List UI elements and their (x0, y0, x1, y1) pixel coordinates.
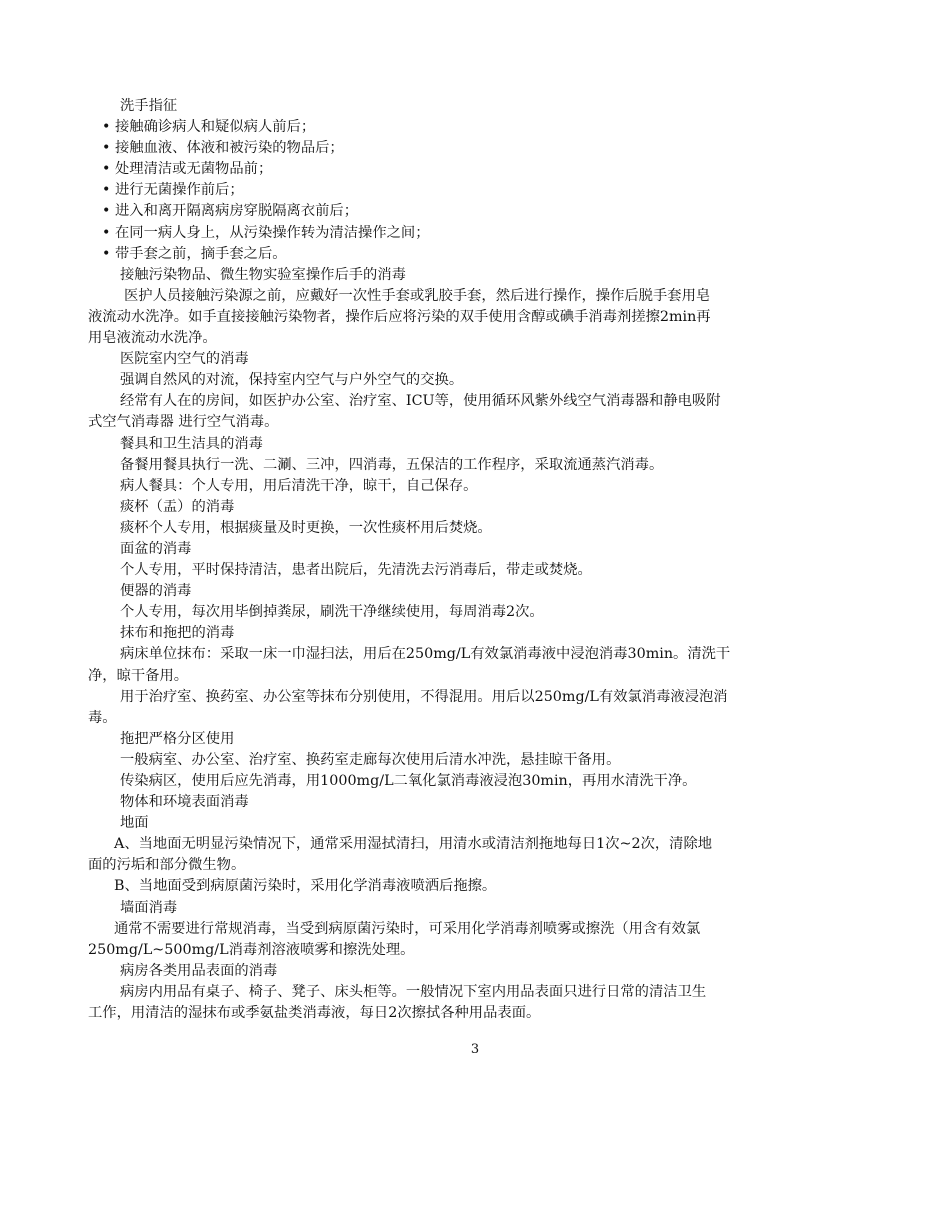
paragraph-line: 痰杯个人专用，根据痰量及时更换，一次性痰杯用后焚烧。 (120, 519, 492, 536)
heading-contaminated-hand-disinfection: 接触污染物品、微生物实验室操作后手的消毒 (120, 266, 406, 283)
paragraph-line: 病房内用品有桌子、椅子、凳子、床头柜等。一般情况下室内用品表面只进行日常的清洁卫生 (120, 983, 707, 1000)
heading-sputum-cup-disinfection: 痰杯（盂）的消毒 (120, 498, 235, 515)
paragraph-line: 面的污垢和部分微生物。 (88, 857, 246, 874)
paragraph-line: 液流动水洗净。如手直接接触污染物者，操作后应将污染的双手使用含醇或碘手消毒剂搓擦2min再 (88, 308, 711, 325)
heading-air-disinfection: 医院室内空气的消毒 (120, 351, 249, 368)
heading-rag-mop-disinfection: 抹布和拖把的消毒 (120, 625, 235, 642)
heading-ward-items-disinfection: 病房各类用品表面的消毒 (120, 962, 278, 979)
paragraph-line: 传染病区，使用后应先消毒，用1000mg/L二氧化氯消毒液浸泡30min，再用水清洗干净。 (120, 773, 697, 789)
bullet-item: • 带手套之前，摘手套之后。 (102, 245, 287, 262)
paragraph-line: 毒。 (88, 709, 117, 726)
paragraph-line: 病人餐具：个人专用，用后清洗干净，晾干，自己保存。 (120, 477, 478, 494)
paragraph-line: 备餐用餐具执行一洗、二涮、三冲，四消毒，五保洁的工作程序，采取流通蒸汽消毒。 (120, 456, 664, 473)
paragraph-line: 通常不需要进行常规消毒，当受到病原菌污染时，可采用化学消毒剂喷雾或擦洗（用含有效氯 (114, 920, 701, 937)
heading-mop-zoning: 拖把严格分区使用 (120, 730, 235, 747)
paragraph-line: 用皂液流动水洗净。 (88, 330, 217, 347)
heading-bedpan-disinfection: 便器的消毒 (120, 583, 192, 600)
heading-basin-disinfection: 面盆的消毒 (120, 540, 192, 557)
paragraph-line: 净，晾干备用。 (88, 667, 189, 684)
paragraph-line: A、当地面无明显污染情况下，通常采用湿拭清扫，用清水或清洁剂拖地每日1次~2次，清除地 (114, 836, 713, 853)
bullet-item: • 接触确诊病人和疑似病人前后； (102, 119, 316, 136)
heading-floor: 地面 (120, 815, 149, 832)
bullet-item: • 处理清洁或无菌物品前； (102, 161, 273, 178)
paragraph-line: 工作，用清洁的湿抹布或季氨盐类消毒液，每日2次擦拭各种用品表面。 (88, 1005, 541, 1022)
document-body (88, 96, 798, 1024)
paragraph-line: 个人专用，平时保持清洁，患者出院后，先清洗去污消毒后，带走或焚烧。 (120, 562, 592, 579)
heading-tableware-disinfection: 餐具和卫生洁具的消毒 (120, 435, 263, 452)
paragraph-line: 用于治疗室、换药室、办公室等抹布分别使用，不得混用。用后以250mg/L有效氯消毒液浸泡消 (120, 688, 728, 705)
paragraph-line: 250mg/L~500mg/L消毒剂溶液喷雾和擦洗处理。 (88, 941, 415, 958)
paragraph-line: 医护人员接触污染源之前，应戴好一次性手套或乳胶手套，然后进行操作，操作后脱手套用皂 (124, 287, 711, 304)
paragraph-line: B、当地面受到病原菌污染时，采用化学消毒液喷洒后拖擦。 (114, 878, 497, 895)
paragraph-line: 式空气消毒器 进行空气消毒。 (88, 414, 279, 431)
bullet-item: • 在同一病人身上，从污染操作转为清洁操作之间； (102, 224, 430, 241)
paragraph-line: 经常有人在的房间，如医护办公室、治疗室、ICU等，使用循环风紫外线空气消毒器和静电吸附 (120, 393, 721, 410)
page-number: 3 (470, 1042, 480, 1057)
heading-wall-disinfection: 墙面消毒 (120, 899, 178, 916)
bullet-item: • 进入和离开隔离病房穿脱隔离衣前后； (102, 203, 359, 220)
heading-surface-disinfection: 物体和环境表面消毒 (120, 794, 249, 811)
bullet-item: • 进行无菌操作前后； (102, 182, 244, 199)
bullet-item: • 接触血液、体液和被污染的物品后； (102, 140, 344, 157)
paragraph-line: 个人专用，每次用毕倒掉粪尿，刷洗干净继续使用，每周消毒2次。 (120, 604, 544, 621)
heading-hand-washing: 洗手指征 (120, 98, 178, 114)
paragraph-line: 一般病室、办公室、治疗室、换药室走廊每次使用后清水冲洗，悬挂晾干备用。 (120, 751, 621, 768)
paragraph-line: 病床单位抹布：采取一床一巾湿扫法，用后在250mg/L有效氯消毒液中浸泡消毒30min。清洗干 (120, 646, 731, 663)
paragraph-line: 强调自然风的对流，保持室内空气与户外空气的交换。 (120, 372, 464, 389)
